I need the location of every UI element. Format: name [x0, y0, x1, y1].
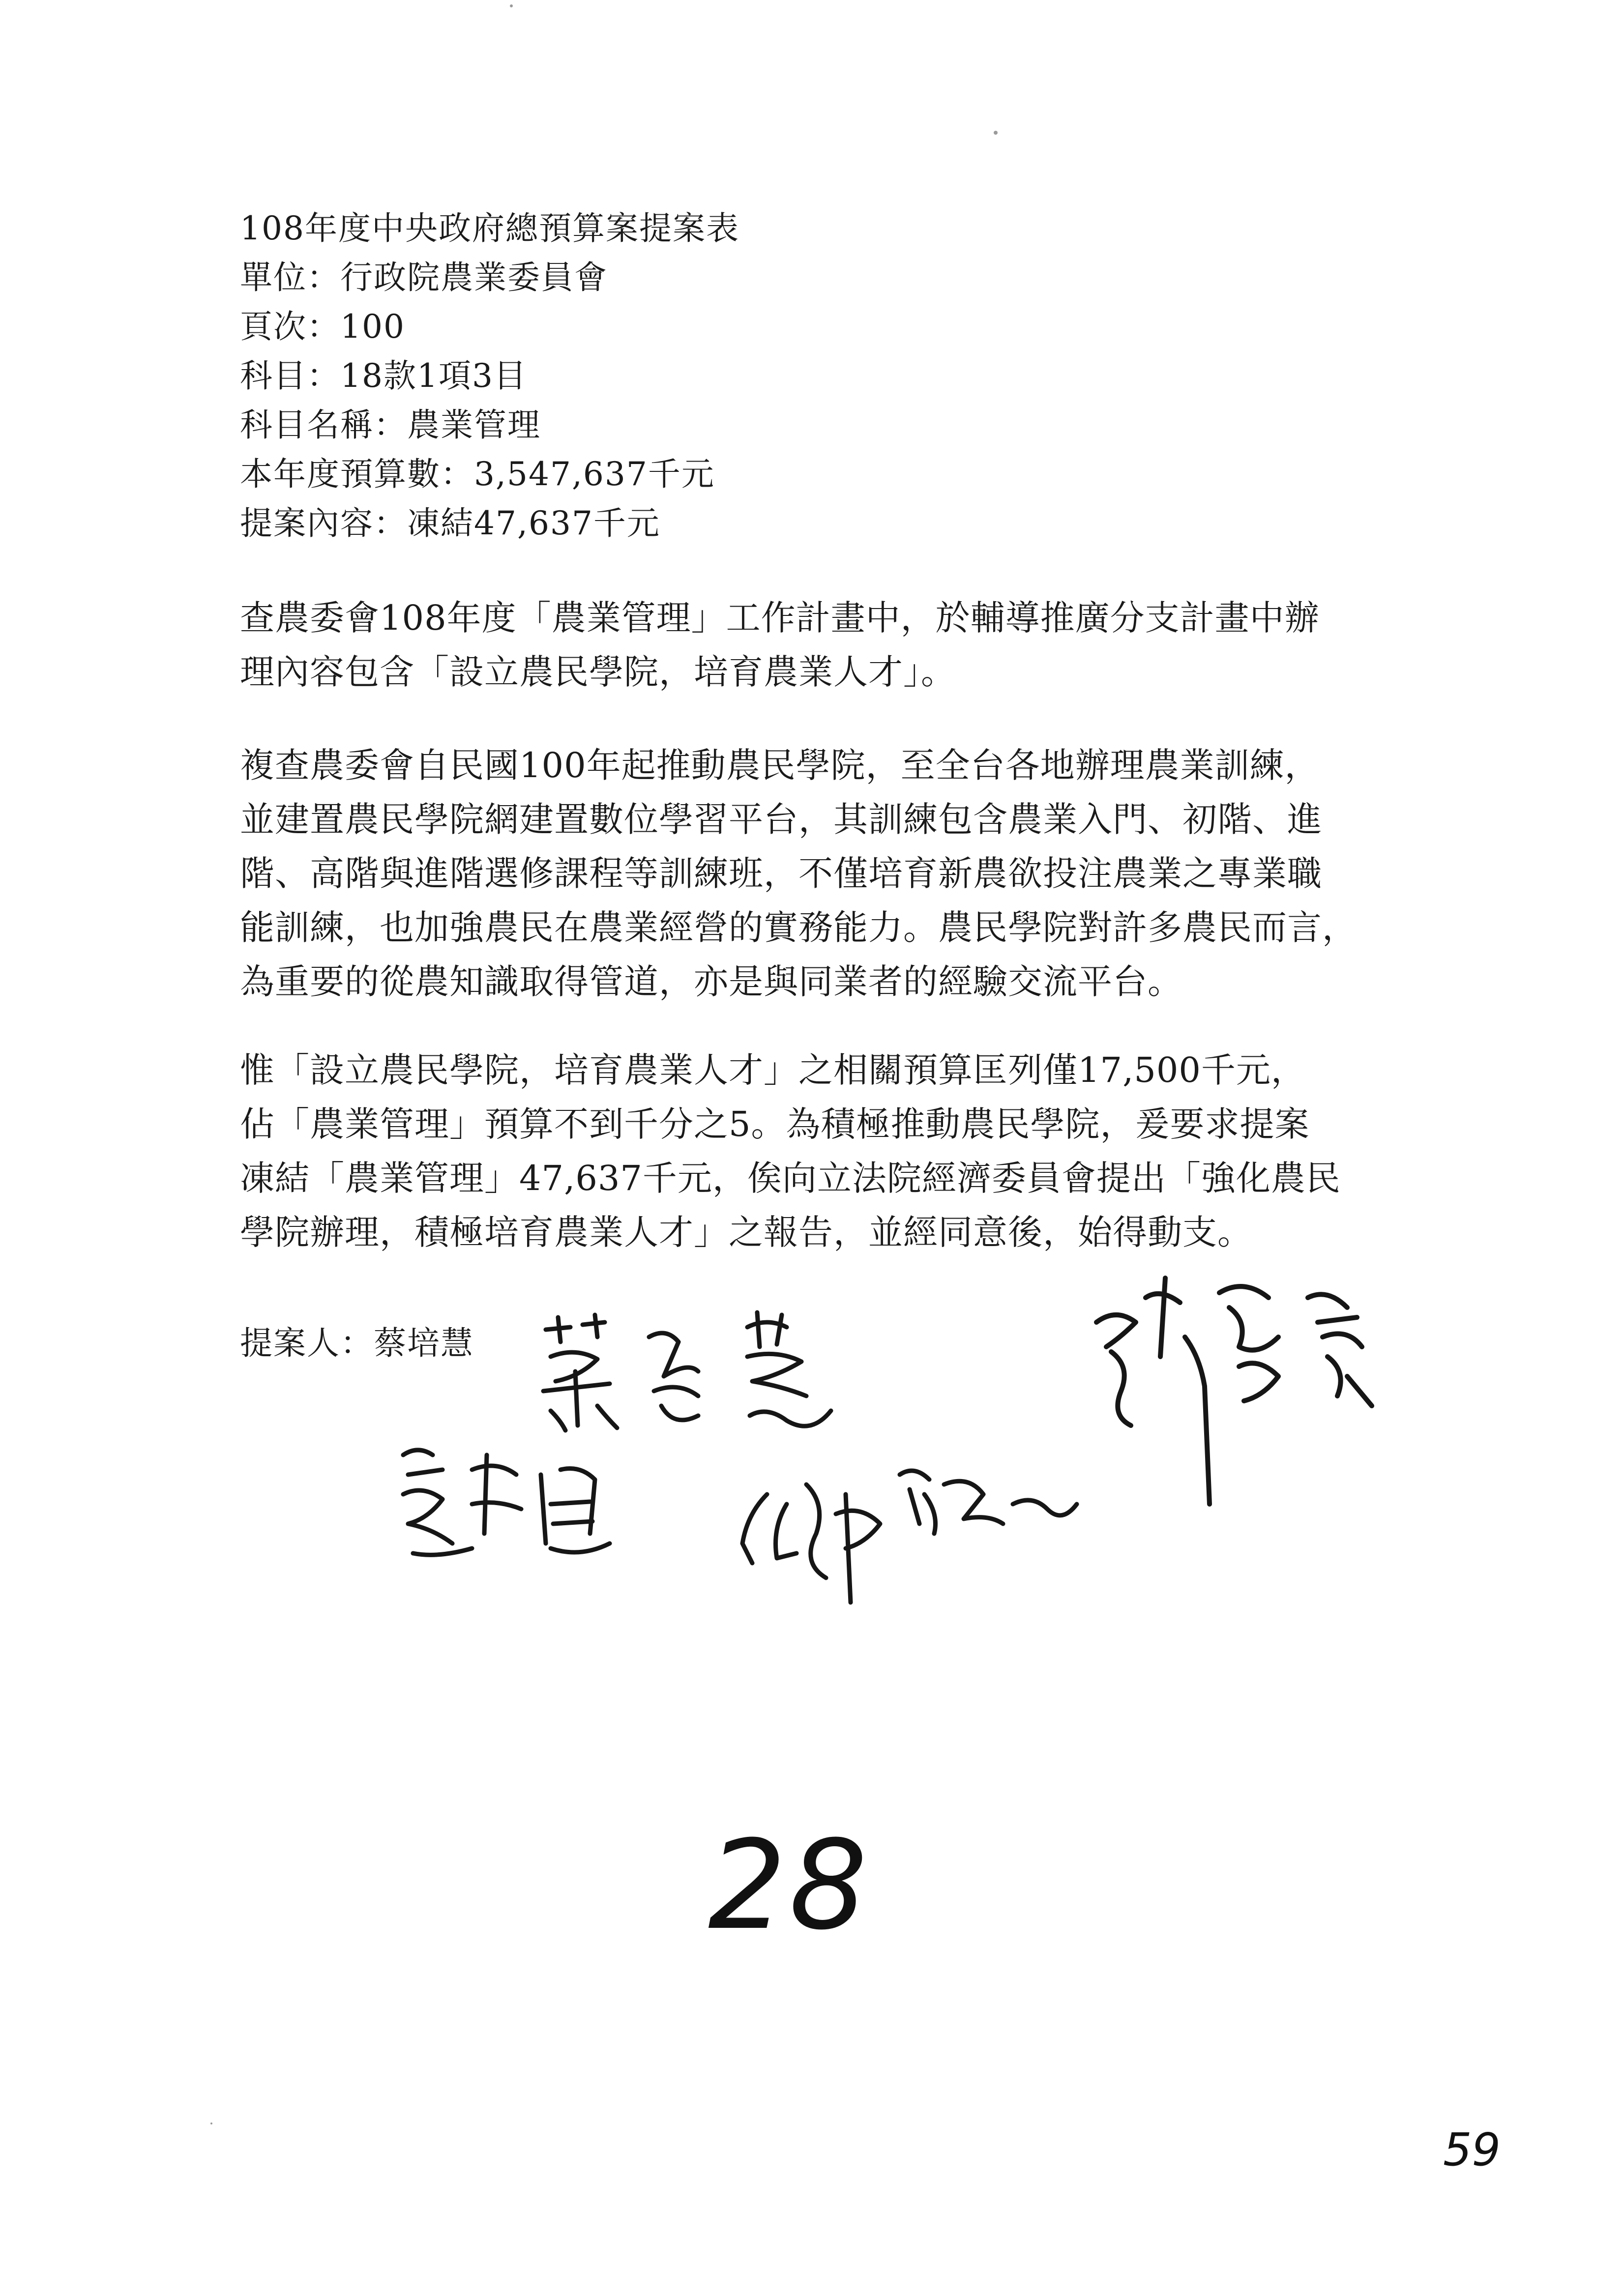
- subject-field: 科目：18款1項3目: [240, 357, 527, 395]
- paragraph-1-line-1: 查農委會108年度「農業管理」工作計畫中，於輔導推廣分支計畫中辦: [240, 598, 1320, 638]
- paragraph-3-line-3: 凍結「農業管理」47,637千元，俟向立法院經濟委員會提出「強化農民: [240, 1158, 1341, 1198]
- paragraph-2-line-3: 階、高階與進階選修課程等訓練班，不僅培育新農欲投注農業之專業職: [240, 853, 1322, 894]
- paragraph-2-line-1: 複查農委會自民國100年起推動農民學院，至全台各地辦理農業訓練，: [240, 745, 1320, 785]
- document-title: 108年度中央政府總預算案提案表: [240, 209, 739, 247]
- signature-3: [403, 1450, 610, 1555]
- unit-field: 單位：行政院農業委員會: [240, 259, 608, 296]
- signature-1: [543, 1312, 831, 1430]
- paragraph-3-line-4: 學院辦理，積極培育農業人才」之報告，並經同意後，始得動支。: [240, 1212, 1252, 1252]
- paragraph-1-line-2: 理內容包含「設立農民學院，培育農業人才」。: [240, 652, 956, 692]
- paragraph-2-line-5: 為重要的從農知識取得管道，亦是與同業者的經驗交流平台。: [240, 961, 1182, 1002]
- paragraph-2-line-2: 並建置農民學院網建置數位學習平台，其訓練包含農業入門、初階、進: [240, 799, 1322, 840]
- paragraph-3-line-1: 惟「設立農民學院，培育農業人才」之相關預算匡列僅17,500千元，: [240, 1050, 1306, 1090]
- paragraph-2-line-4: 能訓練，也加強農民在農業經營的實務能力。農民學院對許多農民而言，: [240, 907, 1357, 948]
- paragraph-3-line-2: 佔「農業管理」預算不到千分之5。為積極推動農民學院，爰要求提案: [240, 1104, 1310, 1144]
- signature-4: [742, 1471, 1077, 1602]
- budget-field: 本年度預算數：3,547,637千元: [240, 455, 715, 493]
- handwritten-page-number: 28: [708, 1814, 871, 1957]
- page-field: 頁次：100: [240, 308, 405, 346]
- proposer-label: 提案人：蔡培慧: [240, 1324, 474, 1362]
- proposal-content-field: 提案內容：凍結47,637千元: [240, 504, 660, 542]
- corner-page-number: 59: [1443, 2123, 1501, 2176]
- signature-2: [1096, 1278, 1372, 1504]
- subject-name-field: 科目名稱：農業管理: [240, 406, 541, 444]
